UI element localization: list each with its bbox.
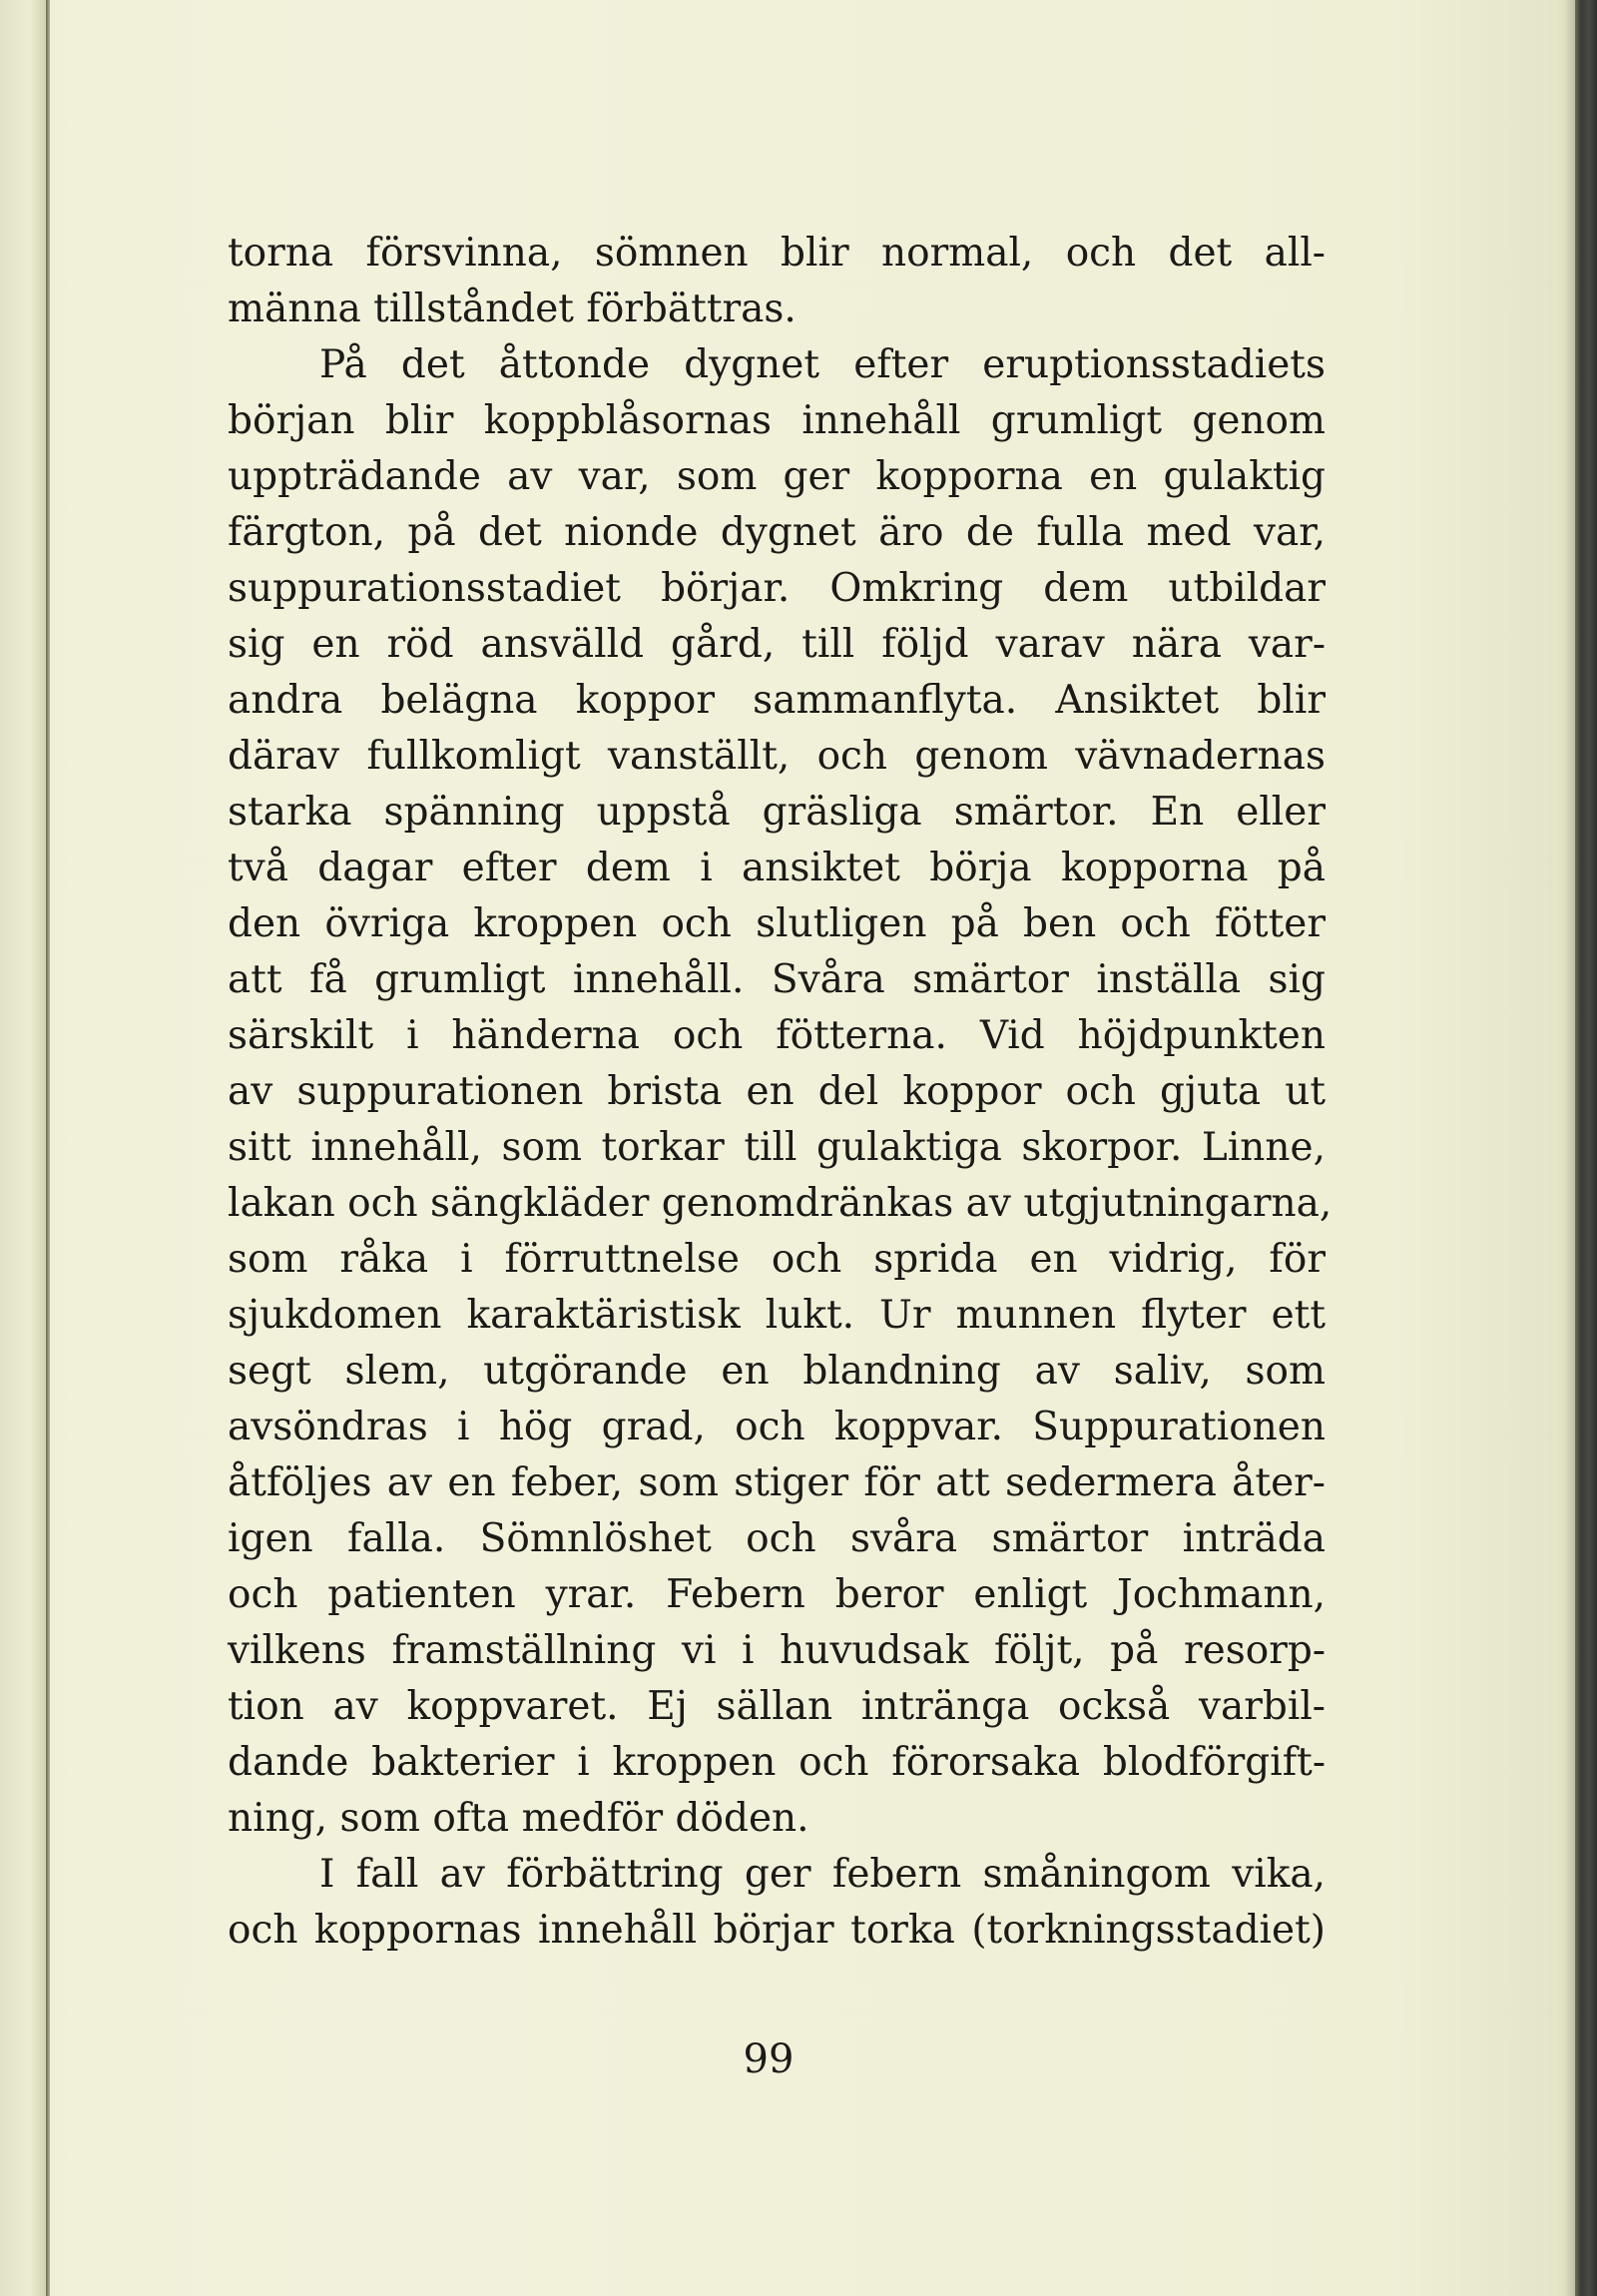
text-line: avsöndras i hög grad, och koppvar. Suppurationen [228,1405,1326,1449]
text-line: åtföljes av en feber, som stiger för att sedermera åter- [228,1460,1326,1505]
text-line: ning, som ofta medför döden. [228,1796,809,1841]
text-line: andra belägna koppor sammanflyta. Ansiktet blir [228,678,1326,723]
text-line: av suppurationen brista en del koppor och gjuta ut [228,1069,1326,1114]
text-line: sitt innehåll, som torkar till gulaktiga skorpor. Linne, [228,1125,1326,1170]
text-line: början blir koppblåsornas innehåll grumligt genom [228,398,1326,443]
text-line: och patienten yrar. Febern beror enligt Jochmann, [228,1572,1326,1617]
text-line: sig en röd ansvälld gård, till följd varav nära var- [228,622,1326,667]
page-number: 99 [743,2036,795,2082]
text-line: som råka i förruttnelse och sprida en vidrig, för [228,1237,1326,1282]
text-line: vilkens framställning vi i huvudsak följt, på resorp- [228,1628,1326,1673]
text-line: starka spänning uppstå gräsliga smärtor. En eller [228,790,1326,835]
text-line: särskilt i händerna och fötterna. Vid höjdpunkten [228,1013,1326,1058]
text-line: och koppornas innehåll börjar torka (torkningsstadiet) [228,1908,1326,1953]
text-line: suppurationsstadiet börjar. Omkring dem utbildar [228,566,1326,611]
text-line: På det åttonde dygnet efter eruptionsstadiets [319,342,1326,387]
text-line: att få grumligt innehåll. Svåra smärtor inställa sig [228,957,1326,1002]
text-line: igen falla. Sömnlöshet och svåra smärtor inträda [228,1516,1326,1561]
text-line: sjukdomen karaktäristisk lukt. Ur munnen flyter ett [228,1293,1326,1338]
text-line: I fall av förbättring ger febern småningom vika, [319,1852,1326,1897]
page-edge-shadow [1565,0,1575,2296]
text-line: färgton, på det nionde dygnet äro de fulla med var, [228,510,1326,555]
text-line: segt slem, utgörande en blandning av saliv, som [228,1349,1326,1394]
body-text [228,226,1332,1959]
book-gutter [46,0,50,2296]
text-line: den övriga kroppen och slutligen på ben och fötter [228,901,1326,946]
text-line: lakan och sängkläder genomdränkas av utgjutningarna, [228,1181,1332,1226]
text-line: männa tillståndet förbättras. [228,287,797,331]
text-line: därav fullkomligt vanställt, och genom vävnadernas [228,734,1326,779]
book-cover-edge [1575,0,1597,2296]
text-line: dande bakterier i kroppen och förorsaka blodförgift- [228,1740,1326,1785]
text-line: tion av koppvaret. Ej sällan intränga också varbil- [228,1684,1326,1729]
text-line: torna försvinna, sömnen blir normal, och det all- [228,231,1326,276]
text-line: uppträdande av var, som ger kopporna en gulaktig [228,454,1326,499]
facing-page-edge [0,0,46,2296]
text-line: två dagar efter dem i ansiktet börja kopporna på [228,846,1326,890]
